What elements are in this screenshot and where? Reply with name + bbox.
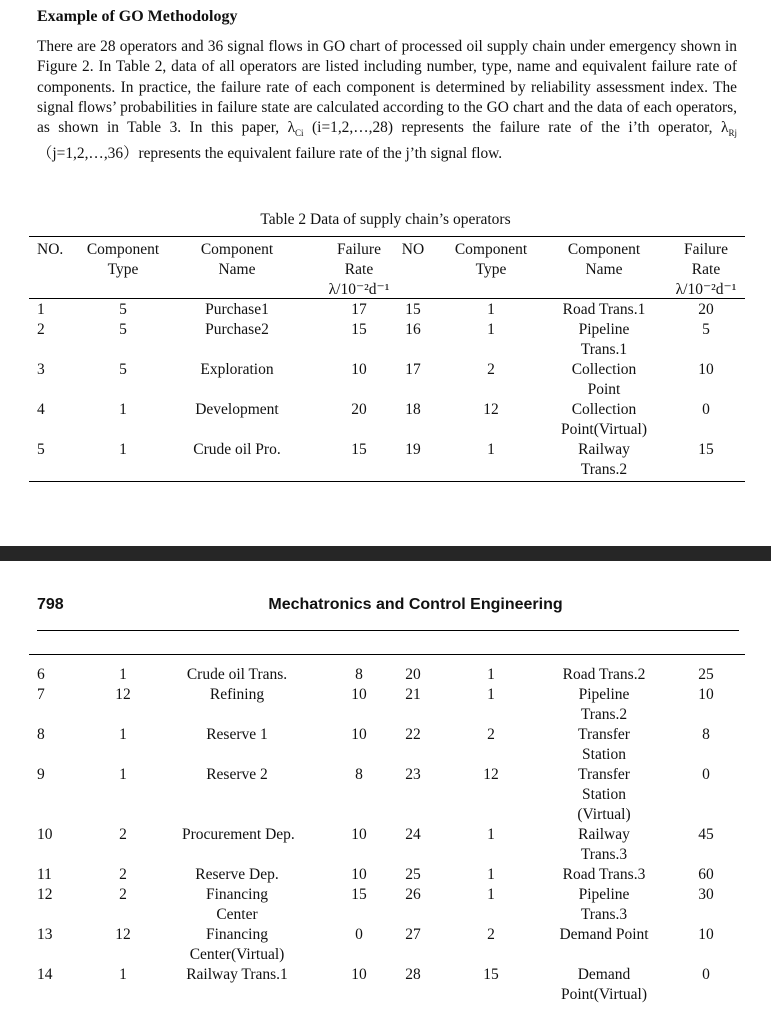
- cell-no: 9: [37, 766, 45, 783]
- cell-component-type: 5: [119, 301, 127, 318]
- cell-component-name-2: [548, 885, 660, 925]
- cell-no-2: 19: [405, 441, 421, 458]
- cell-line: Reserve 2: [206, 766, 268, 783]
- cell-no-2: 17: [405, 361, 421, 378]
- cell-line: Trans.2: [580, 706, 628, 723]
- cell-failure-rate-2: 15: [698, 441, 714, 458]
- header-component-type: Component Type: [86, 241, 160, 278]
- section-title: Example of GO Methodology: [37, 8, 238, 25]
- cell-component-type-2: 1: [487, 686, 495, 703]
- cell-component-name-2: [548, 865, 660, 885]
- cell-failure-rate-2: 10: [698, 361, 714, 378]
- cell-line: Collection: [571, 361, 637, 378]
- cell-no: 14: [37, 966, 53, 983]
- cell-failure-rate-2: 20: [698, 301, 714, 318]
- cell-no-2: 27: [405, 926, 421, 943]
- cell-component-type: 12: [115, 926, 131, 943]
- cell-component-name-2: [548, 725, 660, 765]
- cell-component-name: [182, 665, 292, 685]
- cell-failure-rate: 15: [351, 321, 367, 338]
- cell-line: (Virtual): [577, 806, 631, 823]
- table-continued-top-rule: [29, 654, 745, 655]
- body-paragraph: [37, 37, 737, 164]
- cell-component-name-2: [548, 685, 660, 725]
- cell-component-name: [182, 765, 292, 785]
- cell-component-name: [182, 300, 292, 320]
- cell-component-name: [182, 360, 292, 380]
- cell-no-2: 28: [405, 966, 421, 983]
- cell-component-type-2: 2: [487, 926, 495, 943]
- cell-failure-rate: 0: [355, 926, 363, 943]
- cell-failure-rate-2: 10: [698, 686, 714, 703]
- cell-component-type: 1: [119, 726, 127, 743]
- cell-failure-rate-2: 10: [698, 926, 714, 943]
- cell-line: Road Trans.3: [562, 866, 646, 883]
- header-failure-rate: Failure Rate λ/10⁻²d⁻¹: [328, 241, 390, 298]
- cell-component-type: 1: [119, 441, 127, 458]
- lambda-symbol: λ: [721, 119, 729, 137]
- cell-component-name-2: [548, 825, 660, 865]
- cell-component-name-2: [548, 665, 660, 685]
- cell-component-type: 1: [119, 401, 127, 418]
- cell-component-name-2: [548, 300, 660, 320]
- page-separator: [0, 546, 771, 561]
- cell-failure-rate: 10: [351, 361, 367, 378]
- cell-component-name: [182, 965, 292, 985]
- cell-no: 12: [37, 886, 53, 903]
- cell-failure-rate: 15: [351, 886, 367, 903]
- cell-component-type: 1: [119, 966, 127, 983]
- cell-component-name-2: [548, 320, 660, 360]
- cell-component-name-2: [548, 925, 660, 945]
- cell-failure-rate-2: 30: [698, 886, 714, 903]
- cell-component-type-2: 2: [487, 726, 495, 743]
- cell-line: Crude oil Pro.: [193, 441, 281, 458]
- lambda-subscript: Rj: [728, 128, 737, 139]
- cell-line: Crude oil Trans.: [186, 666, 288, 683]
- cell-component-type: 5: [119, 361, 127, 378]
- cell-component-name: [182, 320, 292, 340]
- cell-component-type: 1: [119, 666, 127, 683]
- cell-no-2: 18: [405, 401, 421, 418]
- cell-component-type: 2: [119, 886, 127, 903]
- cell-line: Trans.3: [580, 906, 628, 923]
- cell-component-name: [182, 865, 292, 885]
- cell-line: Financing: [206, 886, 268, 903]
- cell-line: Railway Trans.1: [186, 966, 288, 983]
- cell-component-type-2: 1: [487, 866, 495, 883]
- cell-component-type-2: 12: [483, 401, 499, 418]
- cell-no-2: 22: [405, 726, 421, 743]
- cell-line: Station: [582, 786, 626, 803]
- cell-component-name: [182, 400, 292, 420]
- cell-line: Trans.3: [580, 846, 628, 863]
- cell-failure-rate-2: 25: [698, 666, 714, 683]
- table-header-rule: [29, 298, 745, 299]
- cell-failure-rate: 15: [351, 441, 367, 458]
- cell-failure-rate-2: 0: [702, 966, 710, 983]
- lambda-subscript: Ci: [295, 128, 304, 139]
- cell-component-name: [182, 885, 292, 925]
- cell-line: Demand: [577, 966, 631, 983]
- cell-no: 3: [37, 361, 45, 378]
- cell-line: Refining: [209, 686, 265, 703]
- cell-component-type: 2: [119, 866, 127, 883]
- header-component-name: Component Name: [200, 241, 274, 278]
- cell-component-type: 1: [119, 766, 127, 783]
- cell-no-2: 24: [405, 826, 421, 843]
- header-no-2: NO: [401, 241, 425, 258]
- cell-component-type-2: 1: [487, 301, 495, 318]
- cell-line: Center(Virtual): [189, 946, 285, 963]
- header-component-name-2: Component Name: [567, 241, 641, 278]
- cell-line: Demand Point: [559, 926, 649, 943]
- cell-line: Collection: [571, 401, 637, 418]
- cell-line: Point(Virtual): [560, 421, 648, 438]
- cell-no-2: 16: [405, 321, 421, 338]
- journal-name: Mechatronics and Control Engineering: [268, 596, 563, 613]
- cell-line: Center: [216, 906, 258, 923]
- header-failure-rate-2: Failure Rate λ/10⁻²d⁻¹: [675, 241, 737, 298]
- paragraph-part-2: (i=1,2,…,28) represents the failure rate of the i’th operator,: [303, 119, 721, 137]
- cell-failure-rate: 10: [351, 966, 367, 983]
- cell-failure-rate-2: 0: [702, 766, 710, 783]
- cell-component-type-2: 15: [483, 966, 499, 983]
- cell-failure-rate: 10: [351, 686, 367, 703]
- cell-failure-rate: 10: [351, 866, 367, 883]
- cell-line: Transfer: [578, 726, 630, 743]
- cell-failure-rate-2: 5: [702, 321, 710, 338]
- header-component-type-2: Component Type: [454, 241, 528, 278]
- cell-line: Purchase2: [205, 321, 269, 338]
- cell-line: Pipeline: [578, 886, 630, 903]
- page-number: 798: [37, 596, 64, 613]
- cell-failure-rate-2: 45: [698, 826, 714, 843]
- paragraph-part-1: There are 28 operators and 36 signal flows in GO chart of processed oil supply chain under emergency shown in Figure 2. In Table 2, data of all operators are listed including number, type, name and equivalent failure rate of components. In practice, the failure rate of each component is determined by reliability assessment index. The signal flows’ probabilities in failure state are calculated according to the GO chart and the data of each operators, as shown in Table 3. In this paper,: [37, 38, 737, 137]
- cell-line: Exploration: [200, 361, 274, 378]
- cell-line: Development: [195, 401, 279, 418]
- cell-no: 7: [37, 686, 45, 703]
- cell-component-type: 2: [119, 826, 127, 843]
- table-top-rule: [29, 236, 745, 237]
- cell-line: Purchase1: [205, 301, 269, 318]
- cell-line: Financing: [206, 926, 268, 943]
- cell-component-name-2: [548, 400, 660, 440]
- cell-no: 4: [37, 401, 45, 418]
- cell-component-type-2: 12: [483, 766, 499, 783]
- cell-no: 10: [37, 826, 53, 843]
- cell-component-name-2: [548, 965, 660, 1005]
- cell-no: 8: [37, 726, 45, 743]
- cell-line: Trans.2: [580, 461, 628, 478]
- cell-no: 11: [37, 866, 52, 883]
- table-bottom-rule: [29, 481, 745, 482]
- cell-component-type-2: 1: [487, 826, 495, 843]
- cell-failure-rate: 10: [351, 826, 367, 843]
- cell-component-type: 5: [119, 321, 127, 338]
- cell-line: Transfer: [578, 766, 630, 783]
- cell-no-2: 26: [405, 886, 421, 903]
- cell-no: 6: [37, 666, 45, 683]
- cell-component-name-2: [548, 765, 660, 825]
- cell-line: Station: [582, 746, 626, 763]
- cell-component-type-2: 1: [487, 441, 495, 458]
- cell-failure-rate-2: 8: [702, 726, 710, 743]
- cell-line: Point: [587, 381, 621, 398]
- cell-line: Procurement Dep.: [182, 826, 295, 843]
- cell-component-name: [182, 685, 292, 705]
- cell-no: 13: [37, 926, 53, 943]
- cell-line: Road Trans.1: [562, 301, 646, 318]
- cell-failure-rate-2: 0: [702, 401, 710, 418]
- cell-failure-rate: 10: [351, 726, 367, 743]
- cell-line: Pipeline: [578, 686, 630, 703]
- cell-no: 5: [37, 441, 45, 458]
- cell-failure-rate: 17: [351, 301, 367, 318]
- cell-line: Railway: [578, 826, 630, 843]
- cell-failure-rate: 20: [351, 401, 367, 418]
- cell-component-type-2: 1: [487, 321, 495, 338]
- cell-no-2: 25: [405, 866, 421, 883]
- running-header-rule: [37, 630, 739, 631]
- cell-failure-rate-2: 60: [698, 866, 714, 883]
- cell-line: Road Trans.2: [562, 666, 646, 683]
- cell-component-type: 12: [115, 686, 131, 703]
- cell-no: 2: [37, 321, 45, 338]
- cell-no-2: 23: [405, 766, 421, 783]
- cell-line: Reserve Dep.: [195, 866, 279, 883]
- table-caption: Table 2 Data of supply chain’s operators: [260, 211, 511, 228]
- paragraph-part-3: （j=1,2,…,36）represents the equivalent failure rate of the j’th signal flow.: [37, 144, 503, 162]
- cell-component-name-2: [548, 440, 660, 480]
- cell-component-type-2: 2: [487, 361, 495, 378]
- cell-component-name: [182, 725, 292, 745]
- cell-line: Trans.1: [580, 341, 628, 358]
- cell-component-name-2: [548, 360, 660, 400]
- cell-component-name: [182, 440, 292, 460]
- cell-failure-rate: 8: [355, 766, 363, 783]
- cell-no-2: 20: [405, 666, 421, 683]
- cell-line: Railway: [578, 441, 630, 458]
- cell-component-name: [182, 925, 292, 965]
- cell-failure-rate: 8: [355, 666, 363, 683]
- cell-no-2: 15: [405, 301, 421, 318]
- header-no: NO.: [37, 241, 64, 258]
- lambda-symbol: λ: [287, 119, 296, 137]
- cell-component-type-2: 1: [487, 666, 495, 683]
- cell-no-2: 21: [405, 686, 421, 703]
- cell-line: Pipeline: [578, 321, 630, 338]
- cell-component-type-2: 1: [487, 886, 495, 903]
- cell-line: Reserve 1: [206, 726, 268, 743]
- cell-line: Point(Virtual): [560, 986, 648, 1003]
- cell-no: 1: [37, 301, 45, 318]
- cell-component-name: [182, 825, 295, 845]
